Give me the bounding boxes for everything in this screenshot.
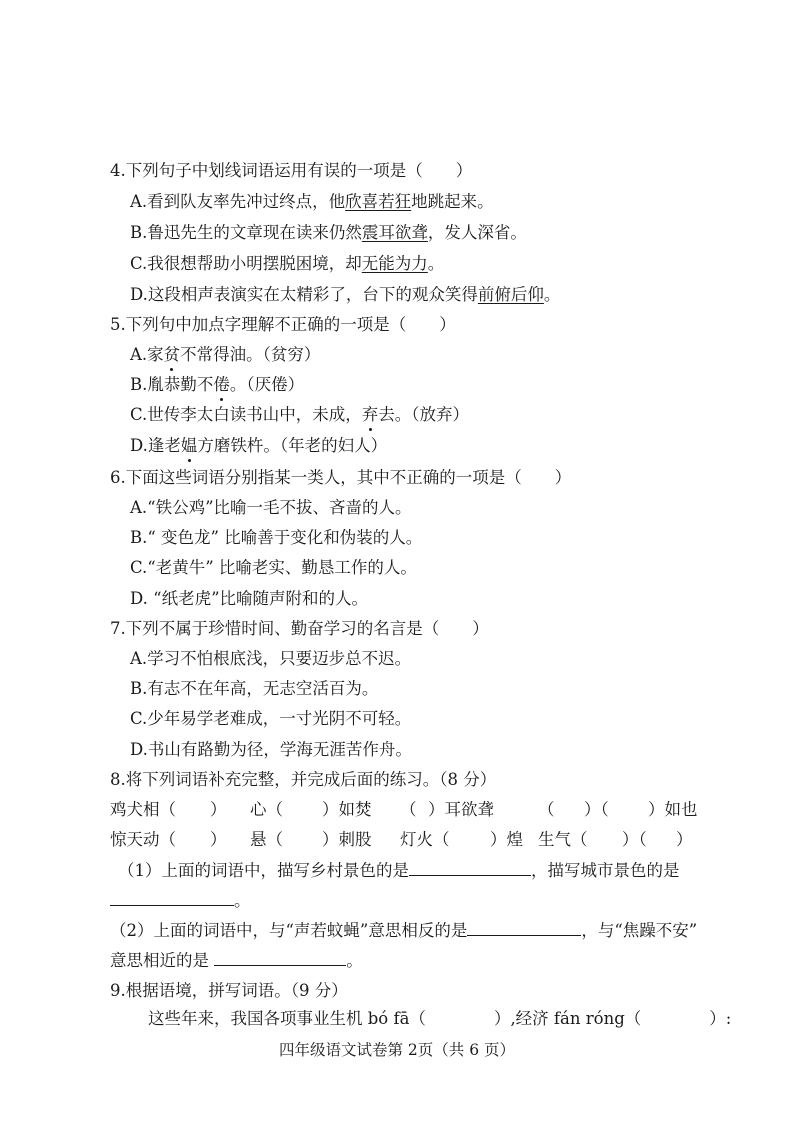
q5-c-text: C.世传李太白读书山中，未成， bbox=[130, 405, 362, 424]
q8-sub1-period: 。 bbox=[234, 891, 251, 910]
q8-sub1-text-2: ，描写城市景色的是 bbox=[531, 861, 680, 880]
question-7-stem: 7.下列不属于珍惜时间、勤奋学习的名言是（ ） bbox=[110, 619, 489, 638]
q8-sub-1 bbox=[118, 859, 680, 882]
q8-r2-c5: 灯火（ bbox=[400, 830, 450, 849]
q8-sub1-answer-blank-2[interactable] bbox=[110, 889, 234, 906]
q8-r1-c1: 鸡犬相（ bbox=[110, 800, 176, 819]
q8-r2-c6: ）煌 bbox=[490, 830, 523, 849]
q4-b-underlined: 震耳欲聋 bbox=[361, 223, 428, 242]
q8-r2-c8: ）（ bbox=[622, 830, 647, 849]
q9-text-2: ）,经济 fán róng（ bbox=[493, 1009, 642, 1028]
q8-r1-c9: ）如也 bbox=[648, 800, 698, 819]
q8-r2-c4: ）刺股 bbox=[322, 830, 372, 849]
q9-text-1: 这些年来，我国各项事业生机 bó fā（ bbox=[148, 1009, 426, 1028]
q8-r1-c3: 心（ bbox=[250, 800, 283, 819]
q8-r1-c8: ）（ bbox=[584, 800, 609, 819]
question-5-stem: 5.下列句中加点字理解不正确的一项是（ ） bbox=[110, 315, 456, 334]
q7-option-c: C.少年易学老难成，一寸光阴不可轻。 bbox=[130, 709, 412, 728]
q4-d-text: D.这段相声表演实在太精彩了，台下的观众笑得 bbox=[130, 285, 478, 304]
q8-sub-2-cont bbox=[110, 949, 363, 972]
q4-d-text-end: 。 bbox=[543, 285, 561, 304]
q5-d-text-end: 方磨铁杵。（年老的妇人） bbox=[197, 436, 388, 455]
page-footer: 四年级语文试卷第 2页（共 6 页） bbox=[278, 1041, 515, 1059]
q5-b-text: B.胤恭勤不 bbox=[130, 375, 214, 394]
q8-r1-c6: ）耳欲聋 bbox=[428, 800, 494, 819]
question-8-stem: 8.将下列词语补充完整，并完成后面的练习。（8 分） bbox=[110, 770, 497, 789]
q8-sub1-text: （1）上面的词语中，描写乡村景色的是 bbox=[118, 861, 409, 880]
q9-text bbox=[148, 1008, 731, 1030]
q8-r1-c7: （ bbox=[538, 800, 555, 819]
q5-option-a bbox=[130, 344, 320, 366]
q7-option-a: A.学习不怕根底浅，只要迈步总不迟。 bbox=[130, 649, 412, 668]
q8-sub2-text-3: 意思相近的是 bbox=[110, 951, 209, 970]
question-9-stem: 9.根据语境，拼写词语。（9 分） bbox=[110, 981, 348, 1000]
q5-a-dotted-char: 贫 bbox=[163, 345, 181, 364]
q5-a-text-end: 不常得油。（贫穷） bbox=[180, 345, 321, 364]
q4-a-text: A.看到队友率先冲过终点，他 bbox=[130, 192, 346, 211]
q8-sub1-answer-blank-1[interactable] bbox=[409, 859, 531, 876]
q5-d-dotted-char: 媪 bbox=[180, 436, 198, 455]
q4-b-text-end: ，发人深省。 bbox=[427, 223, 527, 242]
q5-b-dotted-char: 倦 bbox=[213, 375, 230, 394]
q8-sub2-answer-blank-1[interactable] bbox=[467, 919, 581, 936]
q7-option-d: D.书山有路勤为径，学海无涯苦作舟。 bbox=[130, 740, 412, 759]
q8-r1-c4: ）如焚 bbox=[322, 800, 372, 819]
q7-option-b: B.有志不在年高，无志空活百为。 bbox=[130, 679, 379, 698]
q4-c-underlined: 无能为力 bbox=[361, 254, 428, 273]
q8-sub-1-cont bbox=[110, 889, 251, 912]
q4-a-underlined: 欣喜若狂 bbox=[345, 192, 412, 211]
q5-a-text: A.家 bbox=[130, 345, 164, 364]
q8-r1-c2: ） bbox=[210, 800, 227, 819]
q5-c-text-end: 去。（放弃） bbox=[378, 405, 470, 424]
question-4-stem: 4.下列句子中划线词语运用有误的一项是（ ） bbox=[110, 161, 473, 180]
q8-r2-c7: 生气（ bbox=[538, 830, 588, 849]
q6-option-d: D. “纸老虎”比喻随声附和的人。 bbox=[130, 589, 369, 608]
q4-c-text-end: 。 bbox=[427, 254, 445, 273]
q4-option-a bbox=[130, 191, 494, 213]
q4-c-text: C.我很想帮助小明摆脱困境，却 bbox=[130, 254, 362, 273]
q4-option-b bbox=[130, 222, 527, 244]
q8-r1-c5: （ bbox=[400, 800, 417, 819]
q8-sub-2 bbox=[110, 919, 697, 942]
q8-sub2-period: 。 bbox=[346, 951, 363, 970]
q4-option-d bbox=[130, 284, 560, 306]
q9-text-3: ）: bbox=[709, 1009, 732, 1028]
q4-b-text: B.鲁迅先生的文章现在读来仍然 bbox=[130, 223, 362, 242]
question-6-stem: 6.下面这些词语分别指某一类人，其中不正确的一项是（ ） bbox=[110, 468, 572, 487]
q5-option-c bbox=[130, 404, 469, 426]
q8-r2-c9: ） bbox=[676, 830, 693, 849]
q5-option-d bbox=[130, 435, 387, 457]
q8-r2-c2: ） bbox=[210, 830, 227, 849]
q4-d-underlined: 前俯后仰 bbox=[477, 285, 544, 304]
q8-r2-c1: 惊天动（ bbox=[110, 830, 176, 849]
q5-option-b bbox=[130, 374, 304, 396]
q5-b-text-end: 。（厌倦） bbox=[229, 375, 305, 394]
q6-option-a: A.“铁公鸡”比喻一毛不拔、吝啬的人。 bbox=[130, 498, 412, 517]
q4-a-text-end: 地跳起来。 bbox=[411, 192, 494, 211]
q6-option-b: B.“ 变色龙” 比喻善于变化和伪装的人。 bbox=[130, 528, 423, 547]
q5-d-text: D.逢老 bbox=[130, 436, 181, 455]
q8-r2-c3: 悬（ bbox=[250, 830, 283, 849]
q5-c-dotted-char: 弃 bbox=[361, 405, 379, 424]
q8-sub2-answer-blank-2[interactable] bbox=[214, 949, 346, 966]
q8-sub2-text: （2）上面的词语中，与“声若蚊蝇”意思相反的是 bbox=[110, 921, 468, 940]
q6-option-c: C.“老黄牛” 比喻老实、勤恳工作的人。 bbox=[130, 558, 417, 577]
q8-sub2-text-2: ，与“焦躁不安” bbox=[581, 921, 698, 940]
q4-option-c bbox=[130, 253, 444, 275]
